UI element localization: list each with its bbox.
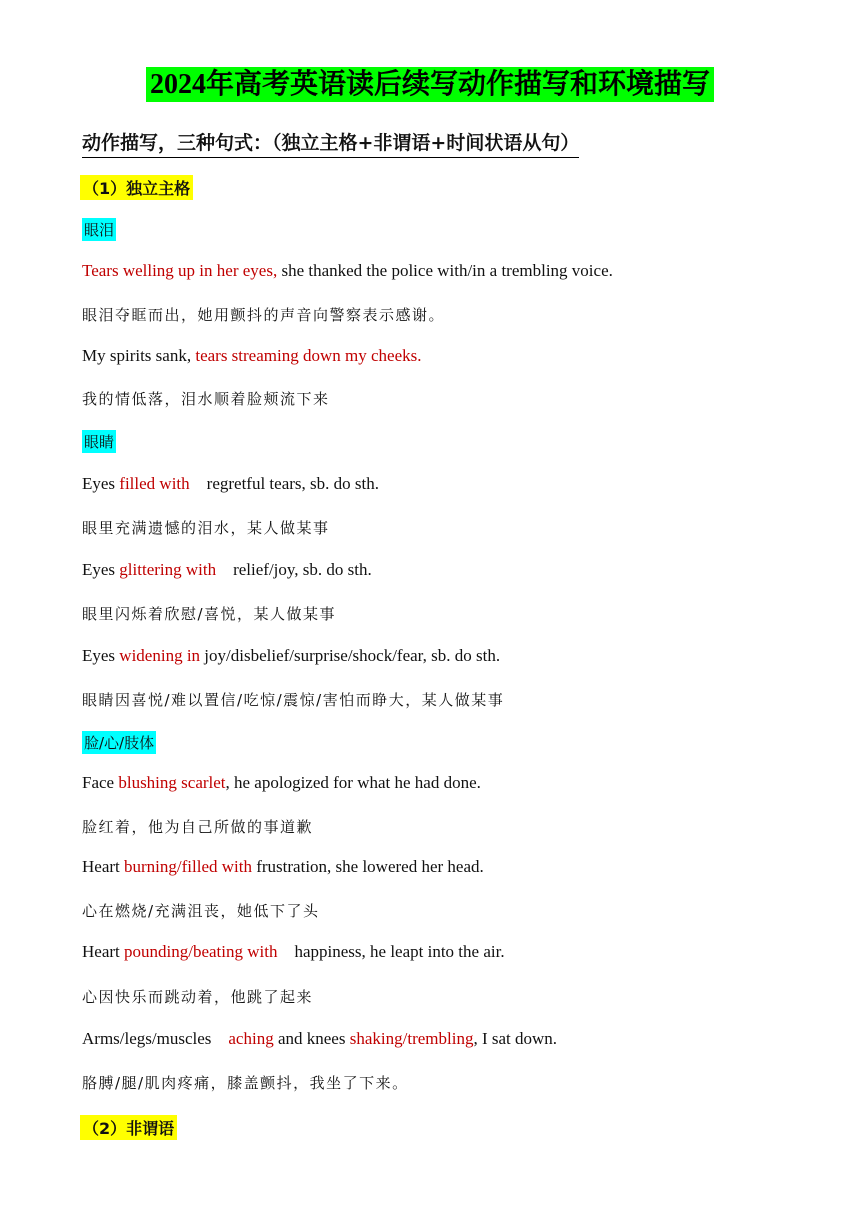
highlight-phrase: aching — [228, 1029, 274, 1048]
example-sentence — [82, 1029, 557, 1049]
sentence-text: regretful tears, sb. do sth. — [189, 474, 379, 493]
highlight-phrase: glittering with — [119, 560, 217, 579]
example-sentence — [82, 646, 500, 666]
example-sentence — [82, 773, 481, 793]
sentence-text: Eyes — [82, 560, 120, 579]
highlight-phrase: widening in — [119, 646, 201, 665]
sentence-text: , he apologized for what he had done. — [225, 773, 481, 792]
subtitle: 动作描写，三种句式：（独立主格+非谓语+时间状语从句） — [82, 128, 579, 158]
category-label-face-heart-body: 脸/心/肢体 — [82, 731, 156, 754]
highlight-phrase: tears streaming down my cheeks. — [195, 346, 422, 365]
sentence-text: she thanked the police with/in a trembling voice. — [277, 261, 613, 280]
highlight-phrase: shaking/trembling — [349, 1029, 474, 1048]
sentence-text: and knees — [273, 1029, 350, 1048]
highlight-phrase: burning/filled with — [124, 857, 252, 876]
highlight-phrase: Tears welling up in her eyes, — [82, 261, 278, 280]
translation: 胳膊/腿/肌肉疼痛，膝盖颤抖，我坐了下来。 — [82, 1074, 409, 1092]
translation: 心因快乐而跳动着，他跳了起来 — [82, 988, 314, 1006]
translation: 眼里闪烁着欣慰/喜悦，某人做某事 — [82, 605, 337, 623]
category-label-eyes: 眼睛 — [82, 430, 116, 453]
category-label-tears: 眼泪 — [82, 218, 116, 241]
translation: 我的情低落，泪水顺着脸颊流下来 — [82, 390, 330, 408]
translation: 眼里充满遗憾的泪水，某人做某事 — [82, 519, 330, 537]
sentence-text: Eyes — [82, 646, 120, 665]
translation: 眼睛因喜悦/难以置信/吃惊/震惊/害怕而睁大，某人做某事 — [82, 691, 505, 709]
page-title — [0, 62, 860, 102]
translation: 心在燃烧/充满沮丧，她低下了头 — [82, 902, 320, 920]
page-title-text: 2024年高考英语读后续写动作描写和环境描写 — [146, 67, 714, 102]
sentence-text: Eyes — [82, 474, 120, 493]
sentence-text: frustration, she lowered her head. — [251, 857, 484, 876]
sentence-text: happiness, he leapt into the air. — [277, 942, 505, 961]
highlight-phrase: filled with — [119, 474, 190, 493]
translation: 脸红着，他为自己所做的事道歉 — [82, 818, 314, 836]
sentence-text: Arms/legs/muscles — [82, 1029, 229, 1048]
sentence-text: joy/disbelief/surprise/shock/fear, sb. do sth. — [200, 646, 501, 665]
example-sentence — [82, 857, 484, 877]
example-sentence — [82, 346, 421, 366]
highlight-phrase: blushing scarlet — [118, 773, 226, 792]
example-sentence — [82, 474, 379, 494]
translation: 眼泪夺眶而出，她用颤抖的声音向警察表示感谢。 — [82, 306, 446, 324]
section-label-absolute: （1）独立主格 — [80, 175, 193, 200]
sentence-text: Heart — [82, 857, 125, 876]
sentence-text: relief/joy, sb. do sth. — [216, 560, 372, 579]
example-sentence — [82, 261, 613, 281]
sentence-text: Face — [82, 773, 119, 792]
section-label-nonfinite: （2）非谓语 — [80, 1115, 177, 1140]
example-sentence — [82, 560, 372, 580]
sentence-text: , I sat down. — [473, 1029, 558, 1048]
sentence-text: My spirits sank, — [82, 346, 196, 365]
sentence-text: Heart — [82, 942, 125, 961]
example-sentence — [82, 942, 505, 962]
highlight-phrase: pounding/beating with — [124, 942, 278, 961]
